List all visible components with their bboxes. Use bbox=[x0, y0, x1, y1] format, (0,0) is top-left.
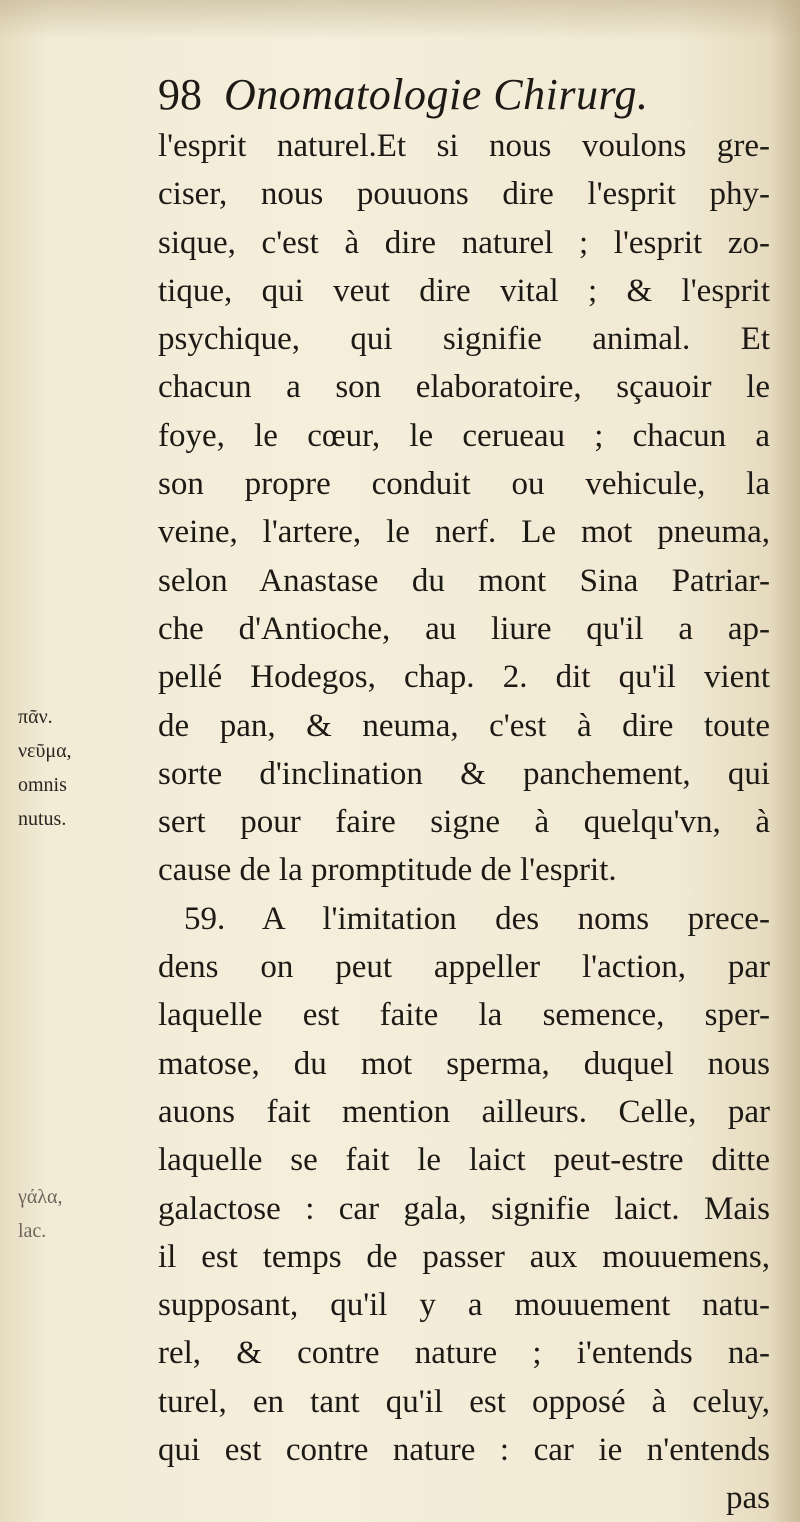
page-shadow-right bbox=[770, 0, 800, 1522]
text-line: auons fait mention ailleurs. Celle, par bbox=[158, 1093, 770, 1130]
margin-note-line: πᾶν. bbox=[18, 706, 53, 728]
text-line: laquelle est faite la semence, sper- bbox=[158, 997, 770, 1034]
text-line: chacun a son elaboratoire, sçauoir le bbox=[158, 369, 770, 406]
text-line: turel, en tant qu'il est opposé à celuy, bbox=[158, 1383, 770, 1420]
text-line: dens on peut appeller l'action, par bbox=[158, 949, 770, 986]
margin-note-line: γάλα, bbox=[18, 1186, 63, 1208]
text-line: cause de la promptitude de l'esprit. bbox=[158, 852, 617, 889]
text-line: supposant, qu'il y a mouuement natu- bbox=[158, 1287, 770, 1324]
text-line: son propre conduit ou vehicule, la bbox=[158, 466, 770, 503]
page-number: 98 bbox=[158, 70, 202, 119]
text-line: foye, le cœur, le cerueau ; chacun a bbox=[158, 417, 770, 454]
text-line: tique, qui veut dire vital ; & l'esprit bbox=[158, 272, 770, 309]
section-number-line: 59. A l'imitation des noms prece- bbox=[184, 900, 770, 937]
text-line: psychique, qui signifie animal. Et bbox=[158, 321, 770, 358]
text-line: che d'Antioche, au liure qu'il a ap- bbox=[158, 610, 770, 647]
text-line: galactose : car gala, signifie laict. Mais bbox=[158, 1190, 770, 1227]
text-line: rel, & contre nature ; i'entends na- bbox=[158, 1335, 770, 1372]
margin-note-pneuma bbox=[18, 700, 72, 836]
text-line: ciser, nous pouuons dire l'esprit phy- bbox=[158, 176, 770, 213]
page-header bbox=[158, 70, 648, 120]
catchword: pas bbox=[726, 1480, 770, 1517]
body-text bbox=[158, 122, 770, 1522]
text-line: sique, c'est à dire naturel ; l'esprit zo- bbox=[158, 224, 770, 261]
text-line: selon Anastase du mont Sina Patriar- bbox=[158, 562, 770, 599]
text-line: sorte d'inclination & panchement, qui bbox=[158, 755, 770, 792]
running-title: Onomatologie Chirurg. bbox=[224, 70, 649, 119]
margin-note-line: nutus. bbox=[18, 808, 67, 830]
text-line: laquelle se fait le laict peut-estre ditte bbox=[158, 1142, 770, 1179]
text-line: qui est contre nature : car ie n'entends bbox=[158, 1432, 770, 1469]
margin-note-gala bbox=[18, 1180, 63, 1248]
text-line: veine, l'artere, le nerf. Le mot pneuma, bbox=[158, 514, 770, 551]
text-line: pellé Hodegos, chap. 2. dit qu'il vient bbox=[158, 659, 770, 696]
margin-note-line: νεῦμα, bbox=[18, 740, 72, 762]
text-line: l'esprit naturel.Et si nous voulons gre- bbox=[158, 128, 770, 164]
margin-note-line: lac. bbox=[18, 1220, 47, 1242]
margin-note-line: omnis bbox=[18, 774, 67, 796]
page-shadow-top bbox=[0, 0, 800, 40]
text-line: de pan, & neuma, c'est à dire toute bbox=[158, 707, 770, 744]
text-line: sert pour faire signe à quelqu'vn, à bbox=[158, 804, 770, 841]
text-line: matose, du mot sperma, duquel nous bbox=[158, 1045, 770, 1082]
text-line: il est temps de passer aux mouuemens, bbox=[158, 1238, 770, 1275]
